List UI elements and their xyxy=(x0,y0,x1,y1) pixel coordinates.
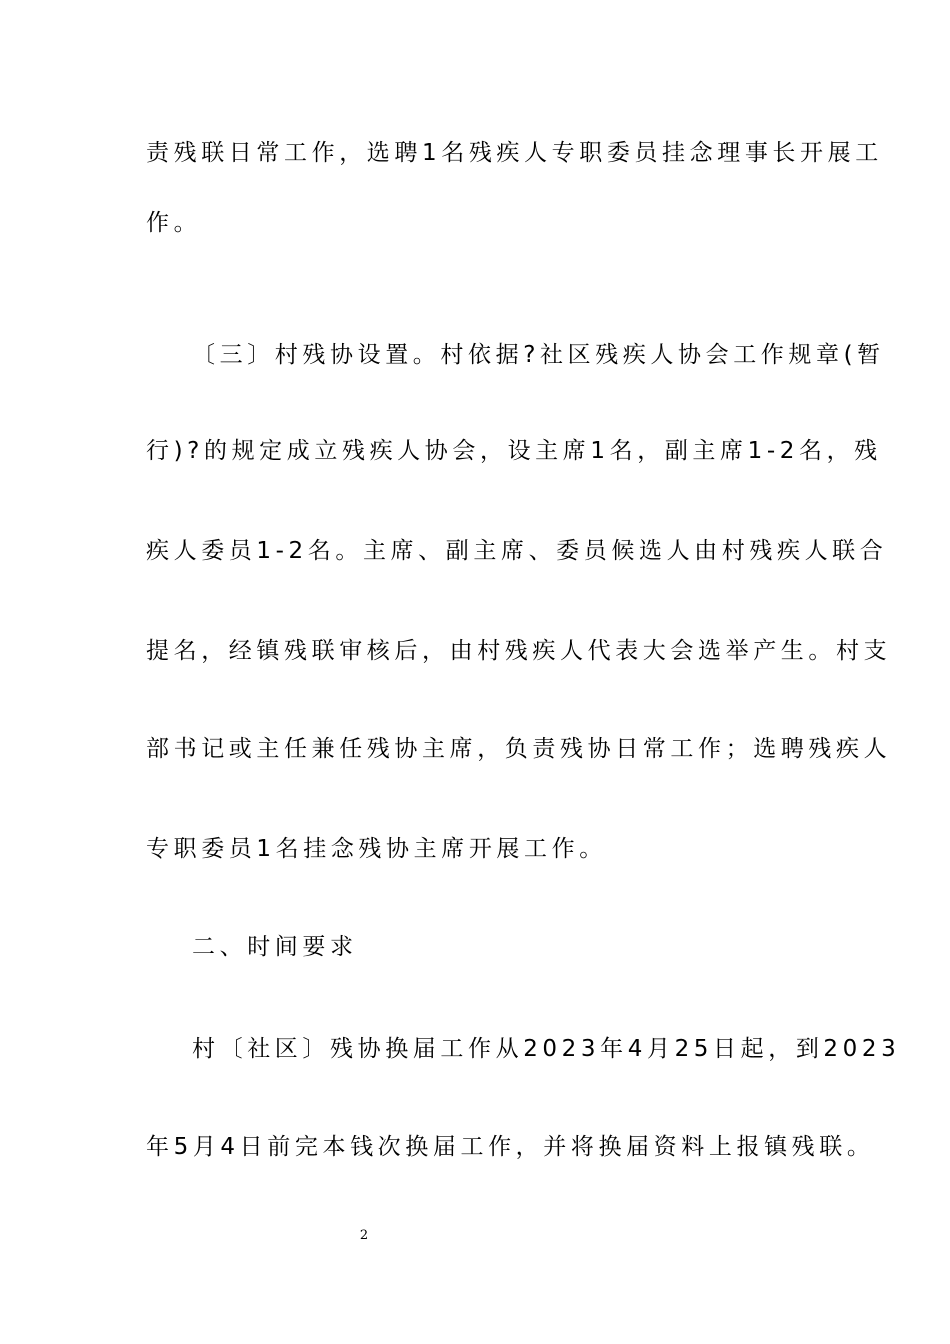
paragraph-line: 责残联日常工作，选聘1名残疾人专职委员挂念理事长开展工 xyxy=(146,140,883,166)
section-heading: 二、时间要求 xyxy=(192,934,358,960)
paragraph-line: 〔三〕村残协设置。村依据?社区残疾人协会工作规章(暂 xyxy=(192,342,885,368)
paragraph-line: 提名，经镇残联审核后，由村残疾人代表大会选举产生。村支 xyxy=(146,638,892,664)
page-number: 2 xyxy=(359,1228,369,1243)
paragraph-line: 年5月4日前完本钱次换届工作，并将换届资料上报镇残联。 xyxy=(146,1134,875,1160)
paragraph-line: 部书记或主任兼任残协主席，负责残协日常工作；选聘残疾人 xyxy=(146,736,892,762)
paragraph-line: 疾人委员1-2名。主席、副主席、委员候选人由村残疾人联合 xyxy=(146,538,888,564)
paragraph-line: 村〔社区〕残协换届工作从2023年4月25日起，到2023 xyxy=(192,1036,901,1062)
paragraph-line: 作。 xyxy=(146,210,202,236)
paragraph-line: 专职委员1名挂念残协主席开展工作。 xyxy=(146,836,607,862)
paragraph-line: 行)?的规定成立残疾人协会，设主席1名，副主席1-2名，残 xyxy=(146,438,882,464)
